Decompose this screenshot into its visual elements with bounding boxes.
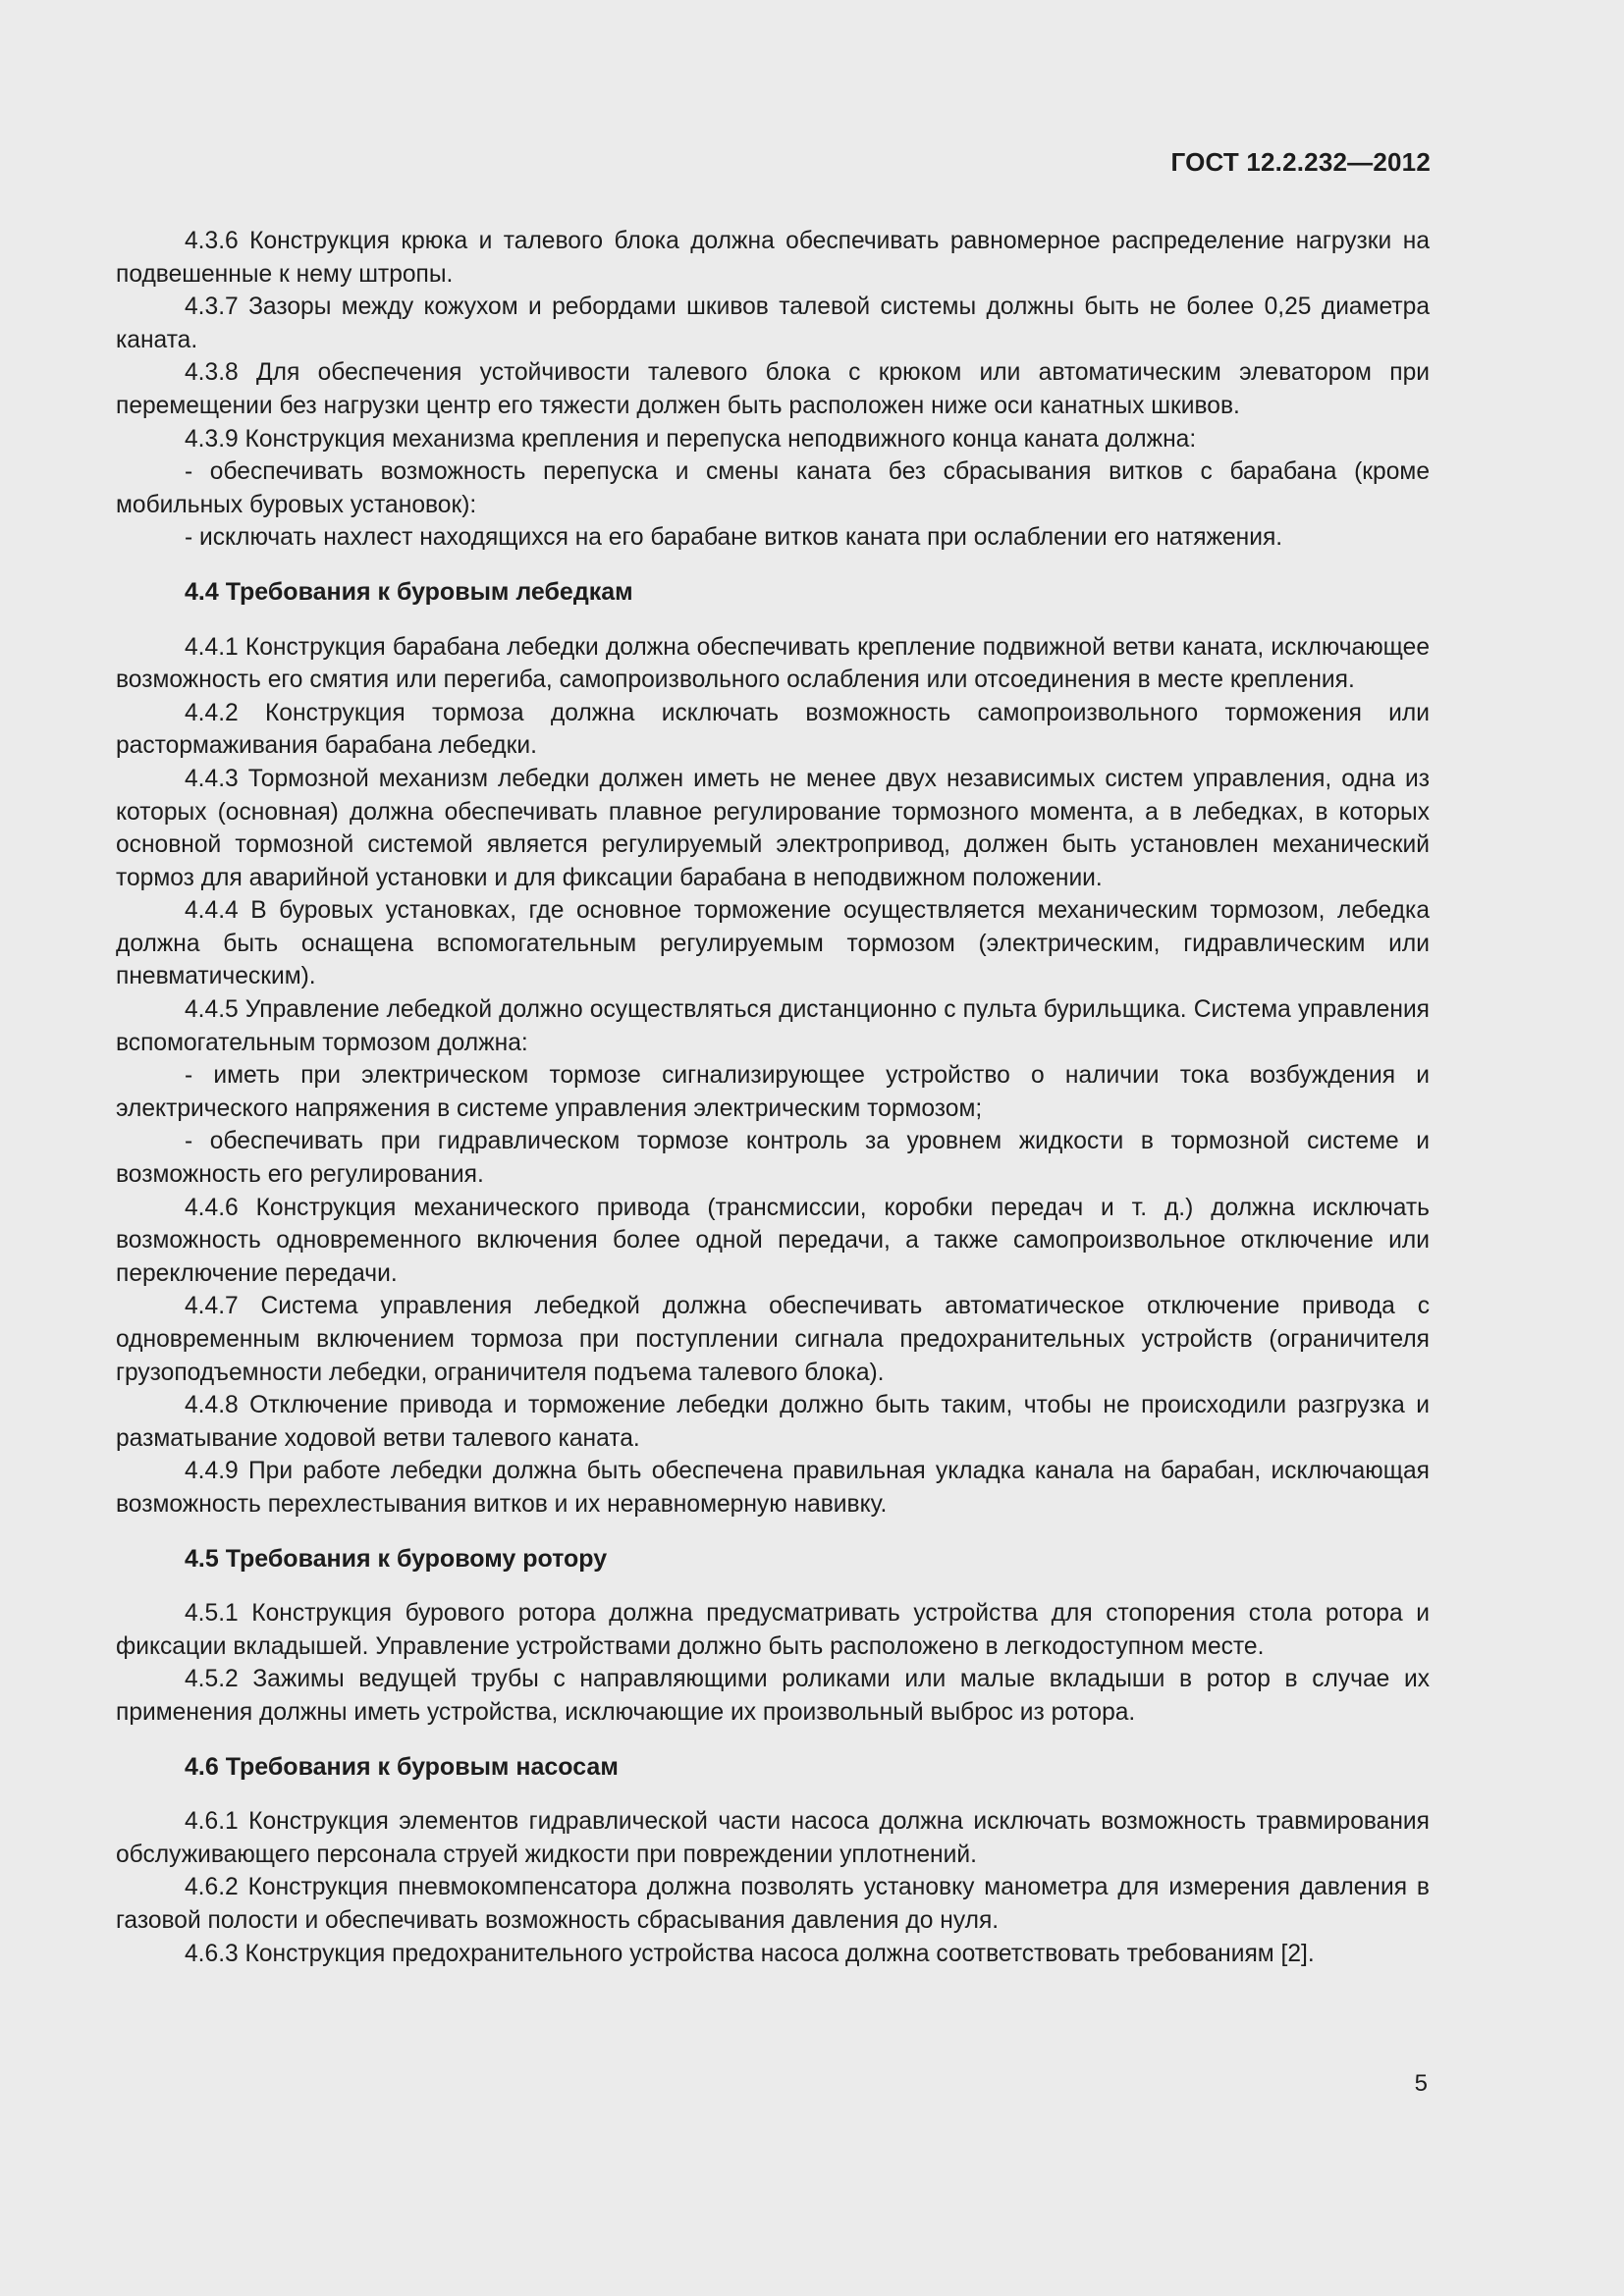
paragraph-4-5-1: 4.5.1 Конструкция бурового ротора должна предусматривать устройства для стопорения стола ротора и фиксации вкладышей. Управление устройствами должно быть расположено в легкодоступном месте. [116,1600,1430,1660]
document-code-header: ГОСТ 12.2.232—2012 [1170,147,1431,177]
paragraph-4-5-2: 4.5.2 Зажимы ведущей трубы с направляющими роликами или малые вкладыши в ротор в случае их применения должны иметь устройства, исключающие их произвольный выброс из ротора. [116,1666,1430,1726]
section-heading-4-5: 4.5 Требования к буровому ротору [185,1544,608,1573]
section-heading-4-4: 4.4 Требования к буровым лебедкам [185,577,633,606]
paragraph-4-6-2: 4.6.2 Конструкция пневмокомпенсатора должна позволять установку манометра для измерения давления в газовой полости и обеспечивать возможность сбрасывания давления до нуля. [116,1874,1430,1934]
paragraph-4-4-7: 4.4.7 Система управления лебедкой должна обеспечивать автоматическое отключение привода с одновременным включением тормоза при поступлении сигнала предохранительных устройств (ограничителя грузоподъемности лебедки, ограничителя подъема талевого блока). [116,1293,1430,1386]
list-item-4-3-9-b: - исключать нахлест находящихся на его барабане витков каната при ослаблении его натяжения. [185,524,1283,552]
document-body [116,225,1430,1970]
paragraph-4-4-8: 4.4.8 Отключение привода и торможение лебедки должно быть таким, чтобы не происходили разгрузка и разматывание ходовой ветви талевого каната. [116,1392,1430,1452]
paragraph-4-4-5: 4.4.5 Управление лебедкой должно осуществляться дистанционно с пульта бурильщика. Система управления вспомогательным тормозом должна: [116,996,1430,1056]
paragraph-4-6-1: 4.6.1 Конструкция элементов гидравлической части насоса должна исключать возможность травмирования обслуживающего персонала струей жидкости при повреждении уплотнений. [116,1808,1430,1868]
section-heading-4-6: 4.6 Требования к буровым насосам [185,1752,619,1781]
paragraph-4-3-7: 4.3.7 Зазоры между кожухом и ребордами шкивов талевой системы должны быть не более 0,25 диаметра каната. [116,294,1430,353]
paragraph-4-3-8: 4.3.8 Для обеспечения устойчивости талевого блока с крюком или автоматическим элеватором при перемещении без нагрузки центр его тяжести должен быть расположен ниже оси канатных шкивов. [116,359,1430,419]
paragraph-4-4-3: 4.4.3 Тормозной механизм лебедки должен иметь не менее двух независимых систем управления, одна из которых (основная) должна обеспечивать плавное регулирование тормозного момента, а в лебедках, в которых основной тормозной системой является регулируемый электропривод, должен быть установлен механический тормоз для аварийной установки и для фиксации барабана в неподвижном положении. [116,765,1430,891]
paragraph-4-4-4: 4.4.4 В буровых установках, где основное торможение осуществляется механическим тормозом, лебедка должна быть оснащена вспомогательным регулируемым тормозом (электрическим, гидравлическим или пневматическим). [116,897,1430,990]
paragraph-4-4-6: 4.4.6 Конструкция механического привода (трансмиссии, коробки передач и т. д.) должна исключать возможность одновременного включения более одной передачи, а также самопроизвольное отключение или переключение передачи. [116,1194,1430,1287]
paragraph-4-4-2: 4.4.2 Конструкция тормоза должна исключать возможность самопроизвольного торможения или растормаживания барабана лебедки. [116,699,1430,760]
list-item-4-3-9-a: - обеспечивать возможность перепуска и смены каната без сбрасывания витков с барабана (кроме мобильных буровых установок): [116,458,1430,518]
page-number: 5 [1414,2070,1428,2097]
paragraph-4-4-1: 4.4.1 Конструкция барабана лебедки должна обеспечивать крепление подвижной ветви каната, исключающее возможность его смятия или перегиба, самопроизвольного ослабления или отсоединения в месте крепления. [116,633,1430,694]
list-item-4-4-5-b: - обеспечивать при гидравлическом тормозе контроль за уровнем жидкости в тормозной системе и возможность его регулирования. [116,1128,1430,1189]
paragraph-4-3-9: 4.3.9 Конструкция механизма крепления и перепуска неподвижного конца каната должна: [185,425,1197,453]
paragraph-4-6-3: 4.6.3 Конструкция предохранительного устройства насоса должна соответствовать требованиям [2]. [185,1940,1315,1967]
paragraph-4-3-6: 4.3.6 Конструкция крюка и талевого блока должна обеспечивать равномерное распределение нагрузки на подвешенные к нему штропы. [116,228,1430,288]
paragraph-4-4-9: 4.4.9 При работе лебедки должна быть обеспечена правильная укладка канала на барабан, исключающая возможность перехлестывания витков и их неравномерную навивку. [116,1458,1430,1518]
list-item-4-4-5-a: - иметь при электрическом тормозе сигнализирующее устройство о наличии тока возбуждения и электрического напряжения в системе управления электрическим тормозом; [116,1062,1430,1122]
